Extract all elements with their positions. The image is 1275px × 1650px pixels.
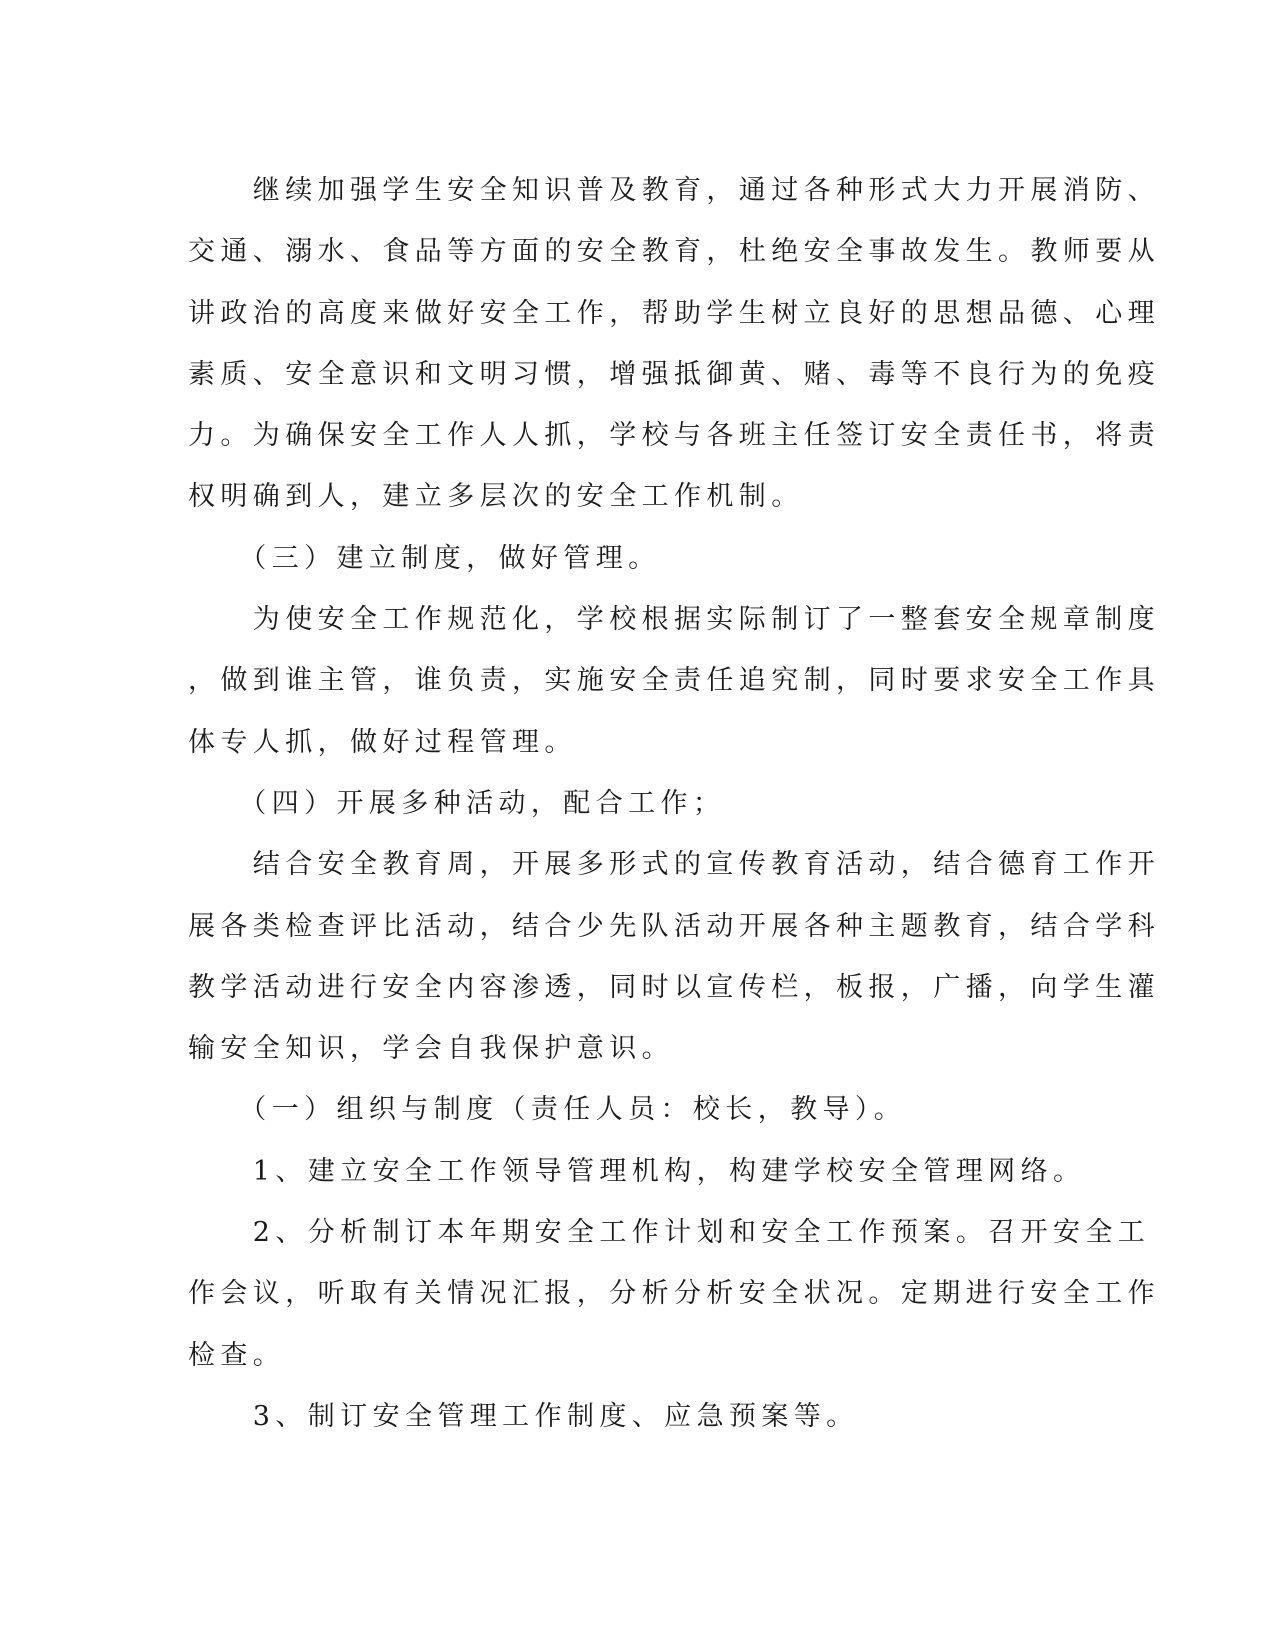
text-line: 教学活动进行安全内容渗透，同时以宣传栏，板报，广播，向学生灌 bbox=[188, 971, 1160, 1003]
text-line: 素质、安全意识和文明习惯，增强抵御黄、赌、毒等不良行为的免疫 bbox=[188, 358, 1160, 390]
text-line: 讲政治的高度来做好安全工作，帮助学生树立良好的思想品德、心理 bbox=[188, 297, 1160, 329]
list-item-2: 2、分析制订本年期安全工作计划和安全工作预案。召开安全工 bbox=[188, 1217, 1151, 1249]
text-line: 展各类检查评比活动，结合少先队活动开展各种主题教育，结合学科 bbox=[188, 910, 1160, 942]
text-line: 权明确到人，建立多层次的安全工作机制。 bbox=[188, 481, 804, 513]
text-line: 继续加强学生安全知识普及教育，通过各种形式大力开展消防、 bbox=[188, 175, 1160, 206]
text-line: 交通、溺水、食品等方面的安全教育，杜绝安全事故发生。教师要从 bbox=[188, 236, 1160, 268]
text-line: 体专人抓，做好过程管理。 bbox=[188, 726, 577, 758]
text-line: 力。为确保安全工作人人抓，学校与各班主任签订安全责任书，将责 bbox=[188, 420, 1160, 452]
section-heading-1: （一）组织与制度（责任人员：校长，教导）。 bbox=[188, 1094, 907, 1126]
text-line: 检查。 bbox=[188, 1339, 286, 1371]
section-heading-4: （四）开展多种活动，配合工作； bbox=[188, 787, 726, 819]
text-line: 作会议，听取有关情况汇报，分析分析安全状况。定期进行安全工作 bbox=[188, 1278, 1160, 1310]
section-heading-3: （三）建立制度，做好管理。 bbox=[188, 542, 661, 574]
list-item-1: 1、建立安全工作领导管理机构，构建学校安全管理网络。 bbox=[188, 1155, 1086, 1187]
text-line: 结合安全教育周，开展多形式的宣传教育活动，结合德育工作开 bbox=[188, 849, 1160, 881]
list-item-3: 3、制订安全管理工作制度、应急预案等。 bbox=[188, 1400, 859, 1432]
text-line: 为使安全工作规范化，学校根据实际制订了一整套安全规章制度 bbox=[188, 604, 1160, 636]
text-line: 输安全知识，学会自我保护意识。 bbox=[188, 1033, 674, 1065]
text-line: ，做到谁主管，谁负责，实施安全责任追究制，同时要求安全工作具 bbox=[188, 665, 1160, 697]
body-text bbox=[188, 160, 1160, 1447]
